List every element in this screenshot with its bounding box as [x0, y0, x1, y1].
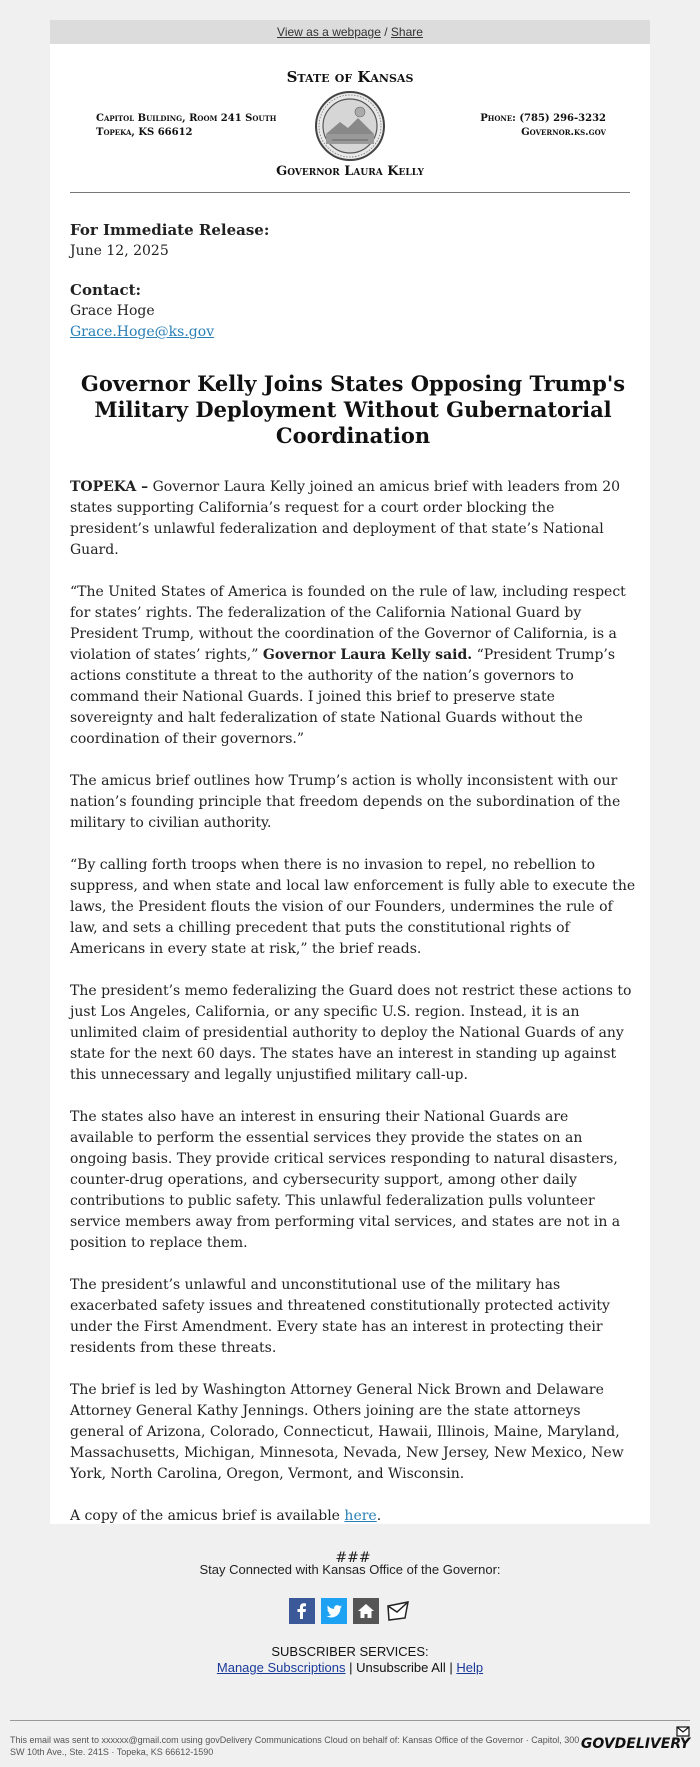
subscriber-services	[0, 1644, 700, 1676]
letterhead-divider	[70, 192, 630, 193]
paragraph-2-text-b: “President Trump’s actions constitute a threat to the authority of the nation’s governors to command their National Guards. I joined this brief to preserve state sovereignty and halt federalization of state National Guards without the coordination of their governors.”	[70, 647, 616, 747]
amicus-brief-link[interactable]: here	[344, 1508, 377, 1524]
dateline: TOPEKA –	[70, 479, 149, 495]
letterhead-governor: Governor Laura Kelly	[276, 164, 424, 179]
release-label: For Immediate Release:	[70, 221, 270, 239]
facebook-icon[interactable]	[289, 1598, 315, 1624]
twitter-icon[interactable]	[321, 1598, 347, 1624]
topbar-separator: /	[380, 25, 391, 39]
paragraph-2	[70, 582, 636, 750]
paragraph-4: “By calling forth troops when there is no invasion to repel, no rebellion to suppress, and when state and local law enforcement is fully able to execute the laws, the President flouts the vision of our Founders, undermines the rule of law, and sets a chilling precedent that puts the constitutional rights of Americans in every state at risk,” the brief reads.	[70, 857, 636, 957]
stay-connected-text: Stay Connected with Kansas Office of the Governor:	[199, 1562, 501, 1577]
letterhead-phone: Phone: (785) 296-3232	[480, 113, 606, 124]
contact-name: Grace Hoge	[70, 303, 155, 319]
end-mark: ###	[335, 1550, 371, 1566]
letterhead-address	[96, 112, 276, 140]
unsubscribe-all-link[interactable]: Unsubscribe All	[356, 1660, 446, 1675]
govdelivery-brand: GOVDELIVERY	[580, 1736, 690, 1752]
letterhead-state: State of Kansas	[286, 68, 414, 86]
paragraph-8: The brief is led by Washington Attorney General Nick Brown and Delaware Attorney General Kathy Jennings. Others joining are the state attorneys general of Arizona, Colorado, Connecticut, Hawaii, Illinois, Maine, Maryland, Massachusetts, Michigan, Minnesota, Nevada, New Jersey, New Mexico, New York, North Carolina, Oregon, Vermont, and Wisconsin.	[70, 1382, 624, 1482]
letterhead-website: Governor.ks.gov	[521, 127, 606, 138]
view-as-webpage-link[interactable]: View as a webpage	[277, 25, 381, 39]
paragraph-9	[70, 1506, 636, 1527]
paragraph-1	[70, 477, 636, 561]
social-icons	[0, 1598, 700, 1624]
email-icon[interactable]	[385, 1598, 411, 1624]
paragraph-9-text: A copy of the amicus brief is available	[70, 1508, 345, 1524]
paragraph-7: The president’s unlawful and unconstitutional use of the military has exacerbated safety issues and threatened constitutionally protected activity under the First Amendment. Every state has an interest in protecting their residents from these threats.	[70, 1277, 610, 1356]
fine-print: This email was sent to xxxxxx@gmail.com using govDelivery Communications Cloud on behalf of: Kansas Office of the Governor · Capitol, 300 SW 10th Ave., Ste. 241S · Topeka, KS 66612-1590	[10, 1735, 580, 1757]
paragraph-2-text-a: “The United States of America is founded on the rule of law, including respect for states’ rights. The federalization of the California National Guard by President Trump, without the coordination of the Governor of California, is a violation of states’ rights,”	[70, 584, 626, 663]
release-date: June 12, 2025	[70, 243, 169, 259]
headline: Governor Kelly Joins States Opposing Trump's Military Deployment Without Gubernatorial Coordination	[80, 371, 626, 448]
top-bar	[50, 20, 650, 44]
subscriber-label: SUBSCRIBER SERVICES:	[271, 1644, 429, 1659]
letterhead-contact	[480, 112, 606, 140]
paragraph-1-text: Governor Laura Kelly joined an amicus brief with leaders from 20 states supporting California’s request for a court order blocking the president’s unlawful federalization and deployment of that state’s National Guard.	[70, 479, 621, 558]
home-icon[interactable]	[353, 1598, 379, 1624]
paragraph-9-end: .	[376, 1508, 382, 1524]
address-line-1: Capitol Building, Room 241 South	[96, 113, 277, 124]
govdelivery-mail-icon	[676, 1726, 690, 1738]
address-line-2: Topeka, KS 66612	[96, 127, 193, 138]
paragraph-6: The states also have an interest in ensuring their National Guards are available to perform the essential services they provide the states on an ongoing basis. They provide critical services responding to natural disasters, counter-drug operations, and cybersecurity support, among other daily contributions to public safety. This unlawful federalization pulls volunteer service members away from performing vital services, and states are not in a position to replace them.	[70, 1109, 621, 1251]
email-card	[50, 44, 650, 1566]
state-seal-icon	[314, 90, 386, 162]
footer-divider	[10, 1720, 690, 1721]
subscriber-links	[0, 1660, 700, 1676]
help-link[interactable]: Help	[456, 1660, 484, 1675]
paragraph-3: The amicus brief outlines how Trump’s action is wholly inconsistent with our nation’s founding principle that freedom depends on the subordination of the military to civilian authority.	[70, 773, 621, 831]
speaker-attribution: Governor Laura Kelly said.	[262, 647, 473, 663]
govdelivery-logo[interactable]	[581, 1736, 690, 1752]
manage-subscriptions-link[interactable]: Manage Subscriptions	[216, 1660, 346, 1675]
contact-email-link[interactable]: Grace.Hoge@ks.gov	[70, 324, 215, 340]
share-link[interactable]: Share	[390, 25, 423, 39]
paragraph-5: The president’s memo federalizing the Guard does not restrict these actions to just Los Angeles, California, or any specific U.S. region. Instead, it is an unlimited claim of presidential authority to deploy the National Guards of any state for the next 60 days. The states have an interest in standing up against this unnecessary and legally unjustified military call-up.	[70, 983, 632, 1083]
link-separator-2: |	[445, 1660, 457, 1675]
contact-label: Contact:	[70, 281, 142, 299]
release-content	[70, 220, 636, 1569]
link-separator-1: |	[345, 1660, 357, 1675]
